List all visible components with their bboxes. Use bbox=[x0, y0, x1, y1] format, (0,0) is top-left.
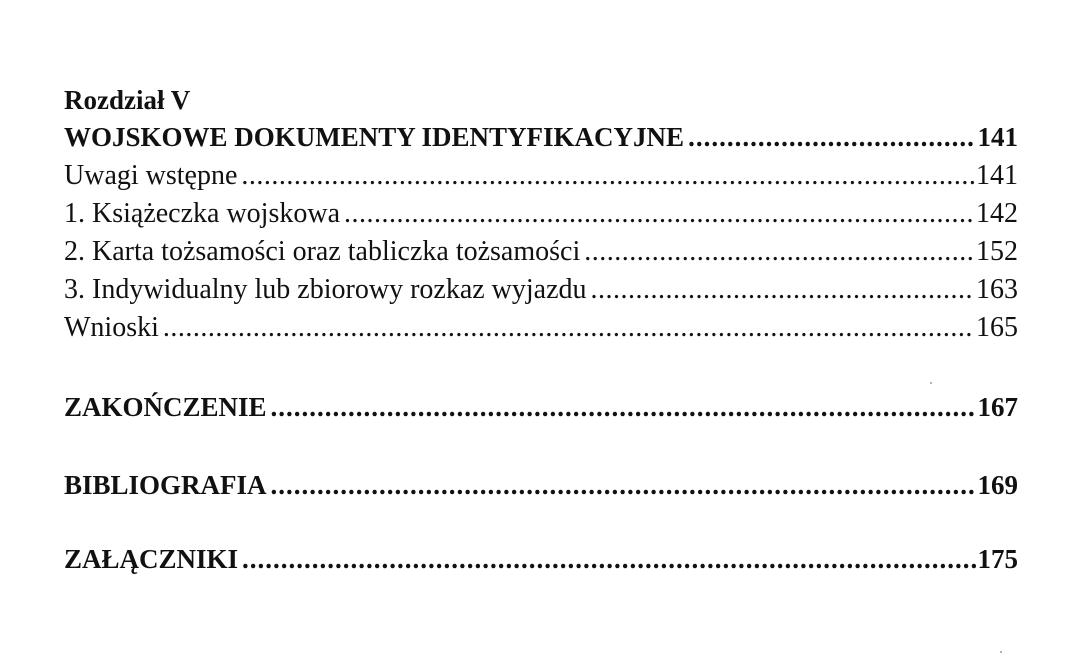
toc-entry-section-3 bbox=[64, 272, 1018, 308]
dot-leader bbox=[271, 389, 976, 425]
dot-leader bbox=[688, 119, 975, 155]
toc-entry-appendices bbox=[64, 541, 1018, 577]
toc-entry-title: 2. Karta tożsamości oraz tabliczka tożsamości bbox=[64, 236, 581, 267]
toc-entry-introduction bbox=[64, 158, 1018, 194]
toc-entry-section-2 bbox=[64, 234, 1018, 270]
toc-entry-title: ZAKOŃCZENIE bbox=[64, 392, 267, 422]
toc-entry-title: 3. Indywidualny lub zbiorowy rozkaz wyjazdu bbox=[64, 274, 587, 305]
toc-entry-chapter-title bbox=[64, 119, 1018, 155]
chapter-label: Rozdział V bbox=[64, 85, 191, 115]
toc-entry-page: 167 bbox=[977, 392, 1018, 422]
toc-entry-title: 1. Książeczka wojskowa bbox=[64, 198, 341, 229]
dot-leader bbox=[163, 310, 974, 346]
scan-speck bbox=[930, 382, 932, 384]
toc-entry-page: 141 bbox=[977, 122, 1018, 152]
toc-entry-section-1 bbox=[64, 196, 1018, 232]
toc-entry-page: 142 bbox=[976, 198, 1018, 229]
toc-entry-bibliography bbox=[64, 467, 1018, 503]
dot-leader bbox=[584, 234, 974, 270]
toc-entry-page: 169 bbox=[977, 470, 1018, 500]
dot-leader bbox=[591, 272, 974, 308]
toc-entry-title: Wnioski bbox=[64, 312, 159, 343]
toc-entry-ending bbox=[64, 389, 1018, 425]
toc-entry-title: Uwagi wstępne bbox=[64, 160, 238, 191]
toc-entry-page: 141 bbox=[976, 160, 1018, 191]
dot-leader bbox=[271, 467, 976, 503]
toc-entry-conclusions bbox=[64, 310, 1018, 346]
toc-entry-page: 175 bbox=[977, 544, 1018, 574]
toc-entry-page: 152 bbox=[976, 236, 1018, 267]
dot-leader bbox=[241, 158, 974, 194]
toc-entry-title: ZAŁĄCZNIKI bbox=[64, 544, 239, 574]
dot-leader bbox=[344, 196, 974, 232]
scan-speck bbox=[1000, 651, 1002, 653]
toc-entry-page: 165 bbox=[976, 312, 1018, 343]
dot-leader bbox=[242, 541, 975, 577]
toc-entry-title: BIBLIOGRAFIA bbox=[64, 470, 267, 500]
toc-entry-title: WOJSKOWE DOKUMENTY IDENTYFIKACYJNE bbox=[64, 122, 685, 152]
toc-entry-page: 163 bbox=[976, 274, 1018, 305]
